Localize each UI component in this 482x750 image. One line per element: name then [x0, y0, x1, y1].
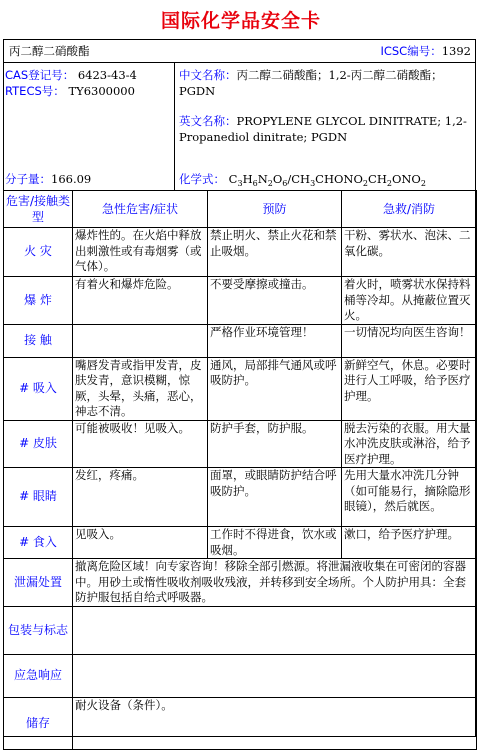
chinese-name-line — [179, 67, 469, 99]
formula-value: $C_3H_6N_2O_6/CH_3CHONO_2CH_2ONO_2$ — [228, 172, 426, 188]
row-label-contact: 接 触 — [4, 324, 73, 357]
table-row — [4, 607, 477, 655]
section-text-emergency — [73, 655, 477, 698]
rtecs-value: TY6300000 — [68, 84, 135, 98]
cell-prevention: 面罩，或眼睛防护结合呼吸防护。 — [208, 468, 342, 527]
chinese-name-value: 丙二醇二硝酸酯；1,2-丙二醇二硝酸酯；PGDN — [179, 68, 443, 98]
table-row — [4, 527, 477, 559]
table-row — [4, 228, 477, 277]
table-row — [4, 698, 477, 750]
identity-divider — [174, 63, 175, 190]
chinese-name-label: 中文名称： — [179, 68, 237, 82]
section-label-storage: 储存 — [4, 698, 73, 750]
row-label-skin: # 皮肤 — [4, 420, 73, 468]
cell-acute: 爆炸性的。在火焰中释放出刺激性或有毒烟雾（或气体）。 — [73, 228, 208, 277]
row-label-ingestion: # 食入 — [4, 527, 73, 559]
icsc-number — [380, 43, 471, 59]
formula-label: 化学式： — [179, 172, 225, 186]
card-title: 国际化学品安全卡 — [160, 10, 321, 32]
section-text-storage: 耐火设备（条件）。 — [73, 698, 477, 750]
cas-value: 6423-43-4 — [77, 68, 137, 82]
cell-acute: 可能被吸收！见吸入。 — [73, 420, 208, 468]
cell-firstaid: 新鲜空气，休息。必要时进行人工呼吸，给予医疗护理。 — [342, 357, 477, 420]
molecular-weight-line — [5, 171, 91, 187]
molecular-weight-label: 分子量： — [5, 172, 51, 186]
table-row — [4, 468, 477, 527]
rtecs-label: RTECS号： — [5, 84, 65, 98]
cell-prevention: 不要受摩擦或撞击。 — [208, 277, 342, 325]
hazard-table — [3, 190, 477, 750]
identity-block — [3, 63, 476, 191]
table-row — [4, 357, 477, 420]
section-text-packaging — [73, 607, 477, 655]
cell-firstaid: 着火时，喷雾状水保持料桶等冷却。从掩蔽位置灭火。 — [342, 277, 477, 325]
formula-line — [179, 171, 426, 187]
rtecs-line — [5, 83, 135, 99]
section-label-spillage: 泄漏处置 — [4, 559, 73, 607]
cell-firstaid: 干粉、雾状水、泡沫、二氧化碳。 — [342, 228, 477, 277]
english-name-label: 英文名称： — [179, 114, 237, 128]
cell-firstaid: 先用大量水冲洗几分钟（如可能易行，摘除隐形眼镜），然后就医。 — [342, 468, 477, 527]
type-column-header: 危害/接触类型 — [4, 191, 73, 228]
row-label-fire: 火 灾 — [4, 228, 73, 277]
card-header — [3, 39, 476, 63]
icsc-value: 1392 — [441, 44, 471, 58]
cas-label: CAS登记号： — [5, 68, 75, 82]
cell-prevention: 工作时不得进食，饮水或吸烟。 — [208, 527, 342, 559]
cell-acute: 发红，疼痛。 — [73, 468, 208, 527]
section-label-packaging: 包装与标志 — [4, 607, 73, 655]
row-label-inhalation: # 吸入 — [4, 357, 73, 420]
cas-line — [5, 67, 137, 83]
cell-acute — [73, 324, 208, 357]
cell-prevention: 通风，局部排气通风或呼吸防护。 — [208, 357, 342, 420]
cell-acute: 嘴唇发青或指甲发青，皮肤发青，意识模糊，惊厥，头晕，头痛，恶心，神志不清。 — [73, 357, 208, 420]
table-row — [4, 420, 477, 468]
row-label-eyes: # 眼睛 — [4, 468, 73, 527]
english-name-line — [179, 113, 469, 145]
cell-firstaid: 漱口，给予医疗护理。 — [342, 527, 477, 559]
cell-prevention: 防护手套，防护服。 — [208, 420, 342, 468]
table-row — [4, 277, 477, 325]
firstaid-column-header: 急救/消防 — [342, 191, 477, 228]
cell-acute: 见吸入。 — [73, 527, 208, 559]
icsc-label: ICSC编号： — [380, 44, 442, 58]
english-name-value: PROPYLENE GLYCOL DINITRATE; 1,2-Propanediol dinitrate; PGDN — [179, 114, 467, 144]
cell-firstaid: 脱去污染的衣服。用大量水冲洗皮肤或淋浴，给予医疗护理。 — [342, 420, 477, 468]
section-label-emergency: 应急响应 — [4, 655, 73, 698]
chemical-name: 丙二醇二硝酸酯 — [9, 44, 90, 58]
row-label-explosion: 爆 炸 — [4, 277, 73, 325]
acute-column-header: 急性危害/症状 — [73, 191, 208, 228]
table-row — [4, 655, 477, 698]
table-row — [4, 324, 477, 357]
molecular-weight-value: 166.09 — [51, 172, 92, 186]
cell-firstaid: 一切情况均向医生咨询！ — [342, 324, 477, 357]
hazard-header-row — [4, 191, 477, 228]
cell-acute: 有着火和爆炸危险。 — [73, 277, 208, 325]
prevention-column-header: 预防 — [208, 191, 342, 228]
section-text-spillage: 撤离危险区域！向专家咨询！移除全部引燃源。将泄漏液收集在可密闭的容器中。用砂土或惰性吸收剂吸收残液，并转移到安全场所。个人防护用具：全套防护服包括自给式呼吸器。 — [73, 559, 477, 607]
cell-prevention: 禁止明火、禁止火花和禁止吸烟。 — [208, 228, 342, 277]
cell-prevention: 严格作业环境管理！ — [208, 324, 342, 357]
table-row — [4, 559, 477, 607]
